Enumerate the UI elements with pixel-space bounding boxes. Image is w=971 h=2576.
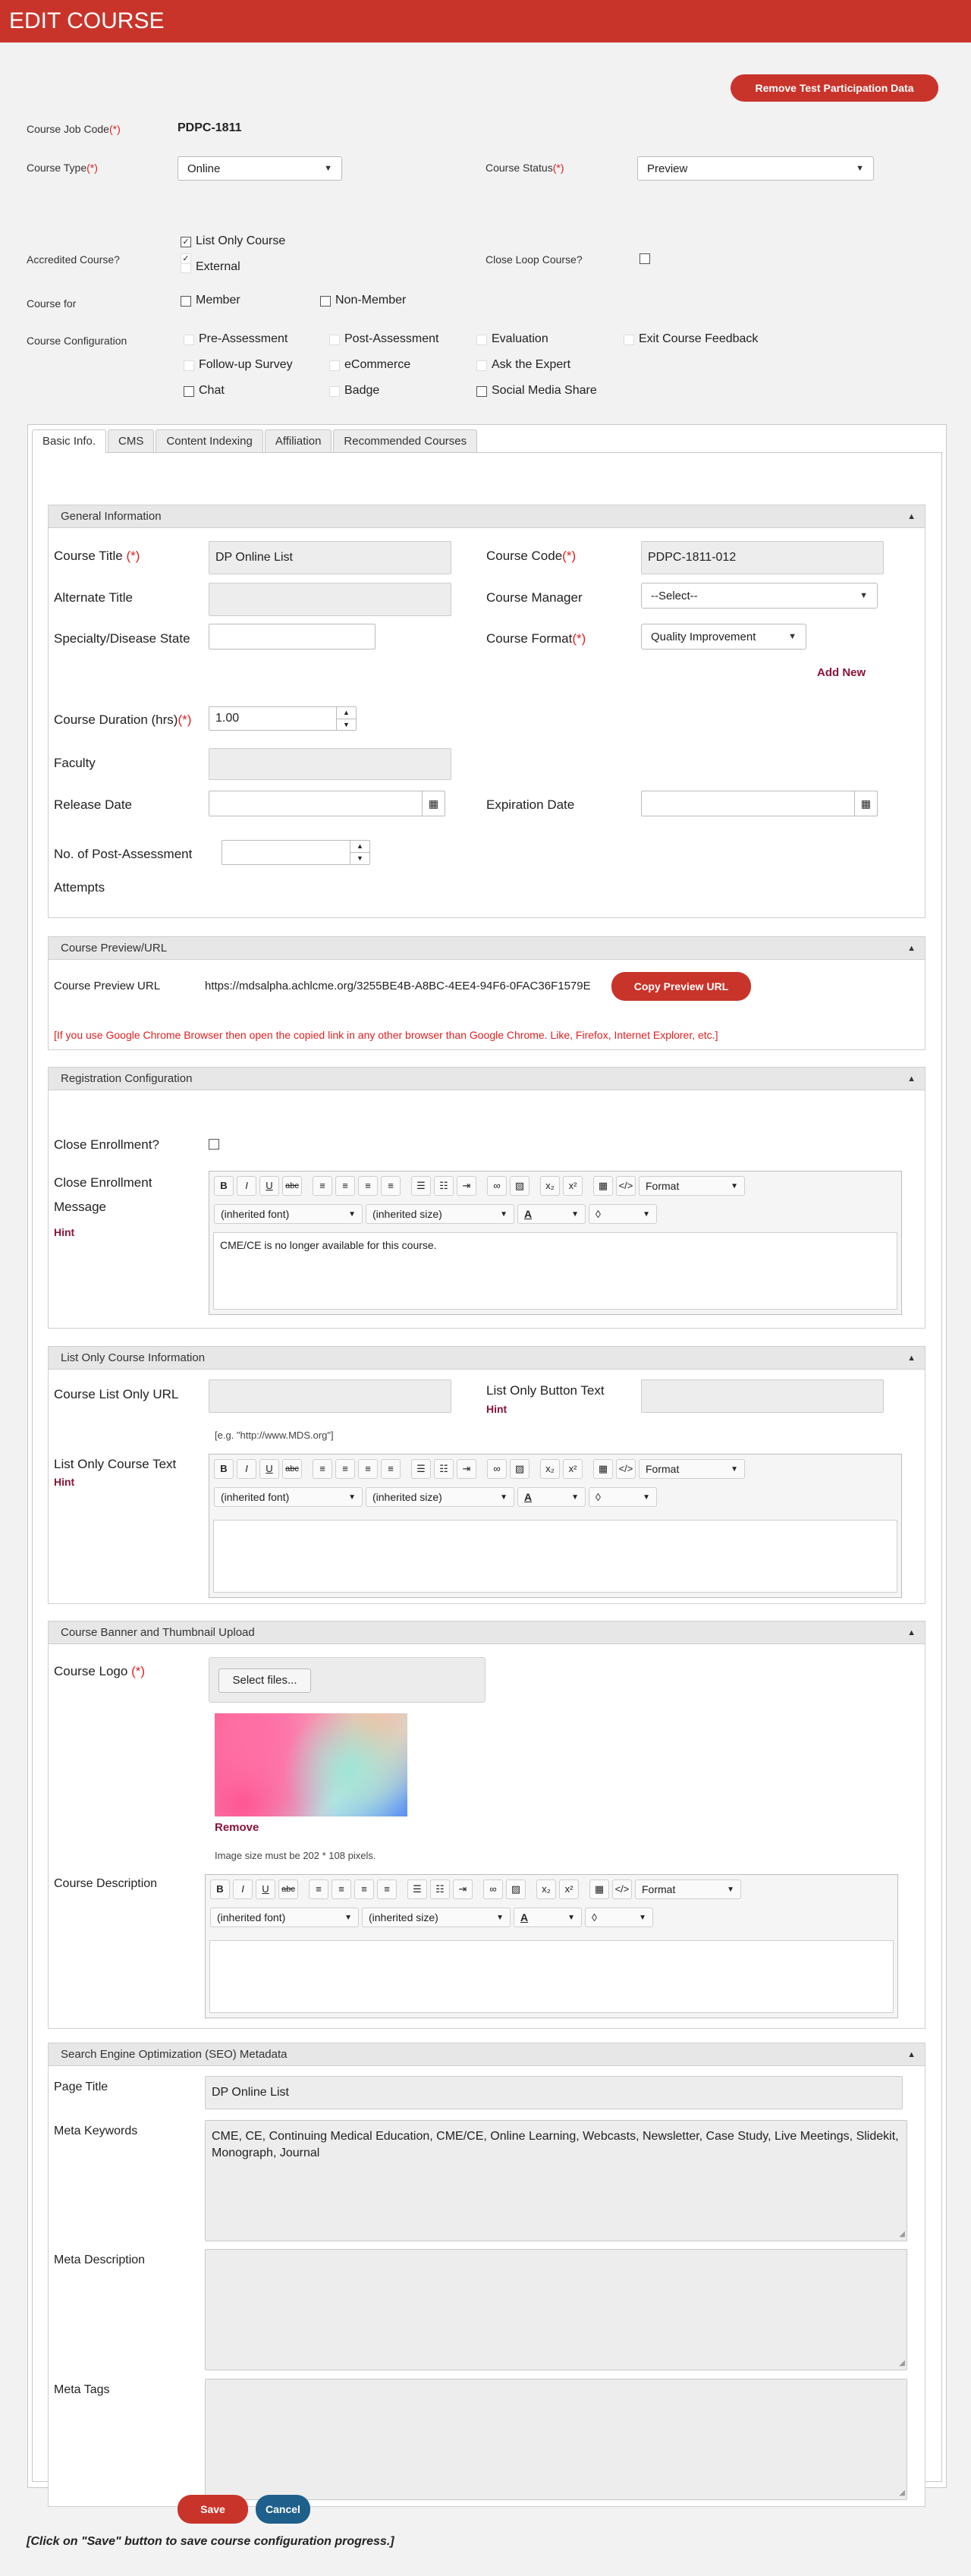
underline-button[interactable]: U: [259, 1176, 279, 1196]
member-checkbox[interactable]: [181, 296, 191, 307]
ask-expert-label: Ask the Expert: [492, 358, 571, 371]
background-color-picker[interactable]: [589, 1204, 657, 1224]
indent-icon[interactable]: ⇥: [457, 1459, 476, 1479]
tab-basic-info[interactable]: Basic Info.: [32, 429, 106, 453]
font-dropdown-label: (inherited font): [221, 1208, 290, 1220]
list-only-button-hint[interactable]: Hint: [486, 1403, 507, 1415]
indent-icon[interactable]: ⇥: [457, 1176, 476, 1196]
align-justify-icon[interactable]: ≡: [377, 1879, 397, 1899]
paint-bucket-icon: ◊: [592, 1911, 597, 1923]
paint-bucket-icon: ◊: [595, 1491, 601, 1503]
subscript-button[interactable]: x₂: [540, 1176, 560, 1196]
text-color-icon: A: [520, 1911, 529, 1923]
course-preview-header[interactable]: Course Preview/URL ▲: [49, 937, 925, 960]
chevron-down-icon: ▼: [788, 632, 797, 641]
preview-url-value: https://mdsalpha.achlcme.org/3255BE4B-A8BC-4EE4-94F6-0FAC36F1579E: [205, 980, 591, 992]
tab-recommended-courses[interactable]: Recommended Courses: [333, 429, 477, 452]
list-only-course-text-label: List Only Course Text: [54, 1457, 177, 1471]
list-only-checkbox[interactable]: ✓: [181, 237, 191, 247]
course-manager-select[interactable]: [641, 583, 878, 609]
meta-tags-label: Meta Tags: [54, 2383, 110, 2396]
align-center-icon[interactable]: ≡: [332, 1879, 351, 1899]
underline-button[interactable]: U: [259, 1459, 279, 1479]
align-right-icon[interactable]: ≡: [358, 1459, 378, 1479]
format-dropdown[interactable]: [635, 1879, 741, 1899]
editor-toolbar-row-1: [214, 1176, 745, 1196]
course-type-value: Online: [187, 162, 221, 175]
text-color-picker[interactable]: [517, 1204, 586, 1224]
alternate-title-input[interactable]: [209, 583, 451, 616]
chevron-down-icon: ▼: [324, 164, 332, 173]
badge-checkbox[interactable]: [329, 386, 340, 397]
remove-logo-link[interactable]: Remove: [215, 1821, 259, 1834]
faculty-label: Faculty: [54, 756, 96, 770]
editor-toolbar-row-2: [214, 1204, 657, 1224]
course-config-label: Course Configuration: [27, 335, 127, 347]
alternate-title-label: Alternate Title: [54, 590, 133, 605]
image-size-note: Image size must be 202 * 108 pixels.: [215, 1850, 376, 1861]
chevron-down-icon: ▼: [571, 1209, 579, 1219]
up-arrow-icon[interactable]: ▲: [357, 842, 363, 850]
table-icon[interactable]: ▦: [593, 1459, 613, 1479]
copy-preview-url-button[interactable]: Copy Preview URL: [611, 972, 751, 1001]
accredited-checkbox[interactable]: ✓: [181, 253, 191, 264]
follow-up-label: Follow-up Survey: [199, 358, 293, 371]
course-manager-value: --Select--: [651, 589, 698, 602]
link-icon[interactable]: ∞: [487, 1176, 507, 1196]
format-dropdown-label: Format: [642, 1883, 676, 1895]
list-only-text-content[interactable]: [213, 1520, 897, 1593]
link-icon[interactable]: ∞: [487, 1459, 507, 1479]
collapse-icon[interactable]: ▲: [907, 944, 916, 953]
list-only-course-text-hint[interactable]: Hint: [54, 1476, 75, 1488]
font-dropdown[interactable]: [214, 1204, 363, 1224]
italic-button[interactable]: I: [237, 1459, 256, 1479]
tab-content-indexing[interactable]: Content Indexing: [156, 429, 262, 452]
align-right-icon[interactable]: ≡: [358, 1176, 378, 1196]
list-only-text-editor: [209, 1454, 902, 1598]
chat-checkbox[interactable]: [184, 386, 194, 397]
close-loop-checkbox[interactable]: [639, 253, 650, 264]
exit-feedback-checkbox[interactable]: [624, 335, 634, 345]
course-title-input[interactable]: [209, 541, 451, 574]
numbered-list-icon[interactable]: ☷: [430, 1879, 450, 1899]
chevron-down-icon: ▼: [643, 1492, 650, 1502]
format-dropdown-label: Format: [646, 1463, 680, 1475]
list-only-button-text-input[interactable]: [641, 1379, 884, 1413]
paint-bucket-icon: ◊: [595, 1208, 601, 1220]
course-description-label: Course Description: [54, 1877, 158, 1890]
social-share-label: Social Media Share: [492, 384, 597, 397]
meta-tags-textarea[interactable]: [205, 2379, 907, 2500]
ecommerce-checkbox[interactable]: [329, 360, 340, 371]
evaluation-label: Evaluation: [492, 332, 548, 345]
superscript-button[interactable]: x²: [559, 1879, 579, 1899]
chevron-down-icon: ▼: [727, 1885, 734, 1894]
editor-toolbar-row-1: [210, 1879, 741, 1899]
pre-assessment-checkbox[interactable]: [184, 335, 194, 345]
image-icon[interactable]: ▨: [510, 1176, 529, 1196]
external-label: External: [196, 260, 240, 273]
course-format-label: Course Format(*): [486, 631, 586, 646]
list-only-label: List Only Course: [196, 234, 286, 247]
chevron-down-icon: ▼: [348, 1209, 356, 1219]
edit-course-page: [0, 42, 971, 2576]
close-message-editor: [209, 1171, 902, 1315]
collapse-icon[interactable]: ▲: [907, 1354, 916, 1363]
list-only-button-text-label: List Only Button Text: [486, 1383, 605, 1398]
subscript-button[interactable]: x₂: [540, 1459, 560, 1479]
down-arrow-icon[interactable]: ▼: [337, 719, 356, 731]
course-format-select[interactable]: [641, 624, 806, 650]
collapse-icon[interactable]: ▲: [907, 512, 916, 521]
chevron-down-icon: ▼: [731, 1464, 738, 1474]
view-html-button[interactable]: </>: [612, 1879, 632, 1899]
resize-grip-icon[interactable]: ◢: [899, 2229, 905, 2238]
link-icon[interactable]: ∞: [483, 1879, 503, 1899]
page-title-value: DP Online List: [212, 2086, 289, 2099]
close-loop-label: Close Loop Course?: [486, 253, 583, 266]
size-dropdown[interactable]: [366, 1487, 514, 1507]
course-title-label: Course Title (*): [54, 549, 140, 563]
course-status-label: Course Status(*): [486, 162, 564, 174]
course-logo-preview: [215, 1713, 407, 1816]
course-tabs: [32, 429, 477, 452]
align-justify-icon[interactable]: ≡: [381, 1176, 401, 1196]
italic-button[interactable]: I: [237, 1176, 256, 1196]
social-share-checkbox[interactable]: [476, 386, 487, 397]
save-instruction-note: [Click on "Save" button to save course configuration progress.]: [27, 2535, 394, 2548]
non-member-label: Non-Member: [335, 294, 407, 307]
close-message-content[interactable]: [213, 1232, 897, 1310]
course-status-select[interactable]: [637, 156, 874, 181]
course-manager-label: Course Manager: [486, 590, 583, 605]
evaluation-checkbox[interactable]: [476, 335, 487, 345]
tab-affiliation[interactable]: Affiliation: [265, 429, 332, 452]
format-dropdown-label: Format: [646, 1180, 680, 1192]
text-color-icon: A: [524, 1491, 533, 1503]
table-icon[interactable]: ▦: [589, 1879, 609, 1899]
close-enrollment-label: Close Enrollment?: [54, 1137, 159, 1152]
duration-value: 1.00: [215, 712, 240, 725]
banner-upload-header[interactable]: Course Banner and Thumbnail Upload ▲: [49, 1621, 925, 1644]
font-dropdown-label: (inherited font): [217, 1911, 286, 1923]
chevron-down-icon: ▼: [496, 1913, 504, 1922]
member-label: Member: [196, 294, 240, 307]
chevron-down-icon: ▼: [567, 1913, 575, 1922]
add-new-link[interactable]: Add New: [817, 666, 866, 679]
duration-label: Course Duration (hrs)(*): [54, 712, 192, 727]
job-code-label: Course Job Code(*): [27, 123, 121, 135]
text-color-picker[interactable]: [514, 1908, 582, 1927]
calendar-icon[interactable]: ▦: [854, 791, 877, 816]
bullet-list-icon[interactable]: ☰: [411, 1459, 431, 1479]
course-code-value: PDPC-1811-012: [648, 551, 737, 564]
course-type-select[interactable]: [178, 156, 342, 181]
ask-expert-checkbox[interactable]: [476, 360, 487, 371]
align-left-icon[interactable]: ≡: [309, 1879, 328, 1899]
align-center-icon[interactable]: ≡: [335, 1176, 355, 1196]
editor-toolbar-row-1: [214, 1459, 745, 1479]
text-color-icon: A: [524, 1208, 533, 1220]
pre-assessment-label: Pre-Assessment: [199, 332, 288, 345]
bullet-list-icon[interactable]: ☰: [407, 1879, 427, 1899]
expiration-date-input[interactable]: [641, 791, 878, 816]
course-description-content[interactable]: [209, 1940, 894, 2013]
select-files-button[interactable]: Select files...: [218, 1669, 311, 1693]
down-arrow-icon[interactable]: ▼: [350, 852, 369, 864]
chat-label: Chat: [199, 384, 225, 397]
list-only-url-input[interactable]: [209, 1379, 451, 1413]
align-left-icon[interactable]: ≡: [313, 1459, 332, 1479]
preview-url-label: Course Preview URL: [54, 980, 161, 992]
follow-up-checkbox[interactable]: [184, 360, 194, 371]
collapse-icon[interactable]: ▲: [907, 1628, 916, 1637]
meta-description-textarea[interactable]: [205, 2249, 907, 2370]
attempts-label: Attempts: [54, 880, 105, 895]
post-assessment-attempts-label: No. of Post-Assessment: [54, 847, 193, 861]
course-for-label: Course for: [27, 297, 77, 310]
meta-keywords-label: Meta Keywords: [54, 2125, 138, 2137]
superscript-button[interactable]: x²: [563, 1176, 583, 1196]
release-date-label: Release Date: [54, 797, 133, 812]
indent-icon[interactable]: ⇥: [453, 1879, 473, 1899]
meta-keywords-textarea[interactable]: [205, 2120, 907, 2241]
text-color-picker[interactable]: [517, 1487, 586, 1507]
chevron-down-icon: ▼: [859, 591, 868, 600]
bold-button[interactable]: B: [214, 1176, 234, 1196]
format-dropdown[interactable]: [639, 1459, 745, 1479]
resize-grip-icon[interactable]: ◢: [899, 2358, 905, 2367]
close-enrollment-checkbox[interactable]: [209, 1139, 219, 1150]
file-upload-dropzone[interactable]: [209, 1657, 486, 1703]
registration-config-header[interactable]: Registration Configuration ▲: [49, 1068, 925, 1090]
release-date-input[interactable]: [209, 791, 445, 816]
course-format-value: Quality Improvement: [651, 630, 756, 643]
course-title-value: DP Online List: [215, 551, 293, 564]
italic-button[interactable]: I: [233, 1879, 253, 1899]
list-only-header[interactable]: List Only Course Information ▲: [49, 1347, 925, 1370]
course-logo-label: Course Logo (*): [54, 1664, 146, 1678]
duration-spinner[interactable]: [336, 707, 356, 730]
size-dropdown-label: (inherited size): [372, 1491, 442, 1503]
bullet-list-icon[interactable]: ☰: [411, 1176, 431, 1196]
general-information-header[interactable]: General Information ▲: [49, 505, 925, 528]
chevron-down-icon: ▼: [571, 1492, 579, 1502]
meta-keywords-value: CME, CE, Continuing Medical Education, CME/CE, Online Learning, Webcasts, Newsletter, Case Study, Live Meetings, Slidekit, Monograph, Journal: [212, 2130, 899, 2159]
subscript-button[interactable]: x₂: [536, 1879, 556, 1899]
strikethrough-button[interactable]: abc: [282, 1459, 302, 1479]
job-code-value: PDPC-1811: [178, 121, 242, 134]
underline-button[interactable]: U: [256, 1879, 275, 1899]
cancel-button[interactable]: Cancel: [256, 2495, 310, 2524]
close-msg-label-1: Close Enrollment: [54, 1175, 152, 1190]
chevron-down-icon: ▼: [348, 1492, 356, 1502]
course-code-input[interactable]: [641, 541, 884, 574]
chevron-down-icon: ▼: [344, 1913, 352, 1922]
up-arrow-icon[interactable]: ▲: [343, 709, 350, 716]
badge-label: Badge: [344, 384, 380, 397]
background-color-picker[interactable]: [585, 1908, 653, 1927]
superscript-button[interactable]: x²: [563, 1459, 583, 1479]
view-html-button[interactable]: </>: [616, 1459, 636, 1479]
chevron-down-icon: ▼: [643, 1209, 650, 1219]
course-status-value: Preview: [647, 162, 688, 175]
ecommerce-label: eCommerce: [344, 358, 411, 371]
post-assessment-attempts-input[interactable]: [222, 840, 370, 865]
strikethrough-button[interactable]: abc: [282, 1176, 302, 1196]
page-title-label: Page Title: [54, 2081, 108, 2093]
numbered-list-icon[interactable]: ☷: [434, 1459, 454, 1479]
chevron-down-icon: ▼: [500, 1492, 507, 1502]
meta-description-label: Meta Description: [54, 2254, 146, 2266]
page-title: EDIT COURSE: [9, 8, 165, 33]
course-code-label: Course Code(*): [486, 549, 577, 563]
post-assessment-checkbox[interactable]: [329, 335, 340, 345]
chrome-warning-note: [If you use Google Chrome Browser then open the copied link in any other browser than Google Chrome. Like, Firefox, Internet Explorer, etc.]: [54, 1029, 718, 1041]
bold-button[interactable]: B: [214, 1459, 234, 1479]
accredited-label: Accredited Course?: [27, 253, 120, 266]
seo-metadata-header[interactable]: Search Engine Optimization (SEO) Metadata ▲: [49, 2043, 925, 2066]
align-left-icon[interactable]: ≡: [313, 1176, 332, 1196]
course-description-editor: [205, 1874, 898, 2018]
list-only-url-label: Course List Only URL: [54, 1387, 179, 1401]
table-icon[interactable]: ▦: [593, 1176, 613, 1196]
editor-toolbar-row-2: [210, 1908, 653, 1927]
post-assessment-label: Post-Assessment: [344, 332, 439, 345]
close-msg-label-2: Message: [54, 1200, 106, 1214]
align-justify-icon[interactable]: ≡: [381, 1459, 401, 1479]
numbered-list-icon[interactable]: ☷: [434, 1176, 454, 1196]
chevron-down-icon: ▼: [639, 1913, 646, 1922]
collapse-icon[interactable]: ▲: [907, 1074, 916, 1084]
list-only-url-example: [e.g. "http://www.MDS.org"]: [215, 1430, 334, 1441]
chevron-down-icon: ▼: [731, 1181, 738, 1190]
chevron-down-icon: ▼: [500, 1209, 507, 1219]
close-msg-hint[interactable]: Hint: [54, 1226, 75, 1238]
chevron-down-icon: ▼: [856, 164, 864, 173]
page-header: [0, 0, 971, 42]
faculty-input[interactable]: [209, 748, 451, 780]
resize-grip-icon[interactable]: ◢: [899, 2488, 905, 2497]
view-html-button[interactable]: </>: [616, 1176, 636, 1196]
image-icon[interactable]: ▨: [510, 1459, 529, 1479]
attempts-spinner[interactable]: [350, 841, 369, 864]
background-color-picker[interactable]: [589, 1487, 657, 1507]
specialty-input[interactable]: [209, 624, 376, 650]
close-message-text: CME/CE is no longer available for this course.: [220, 1239, 437, 1251]
external-checkbox[interactable]: [181, 263, 191, 273]
align-center-icon[interactable]: ≡: [335, 1459, 355, 1479]
font-dropdown[interactable]: [214, 1487, 363, 1507]
collapse-icon[interactable]: ▲: [907, 2050, 916, 2059]
align-right-icon[interactable]: ≡: [354, 1879, 374, 1899]
duration-input[interactable]: [209, 706, 357, 731]
size-dropdown[interactable]: [366, 1204, 514, 1224]
save-button[interactable]: Save: [178, 2495, 248, 2524]
expiration-date-label: Expiration Date: [486, 797, 575, 812]
font-dropdown-label: (inherited font): [221, 1491, 290, 1503]
tab-cms[interactable]: CMS: [108, 429, 154, 452]
editor-toolbar-row-2: [214, 1487, 657, 1507]
non-member-checkbox[interactable]: [320, 296, 331, 307]
font-dropdown[interactable]: [210, 1908, 359, 1927]
bold-button[interactable]: B: [210, 1879, 230, 1899]
format-dropdown[interactable]: [639, 1176, 745, 1196]
size-dropdown[interactable]: [362, 1908, 511, 1927]
specialty-label: Specialty/Disease State: [54, 631, 190, 646]
course-type-label: Course Type(*): [27, 162, 98, 174]
image-icon[interactable]: ▨: [506, 1879, 526, 1899]
strikethrough-button[interactable]: abc: [278, 1879, 298, 1899]
exit-feedback-label: Exit Course Feedback: [639, 332, 759, 345]
size-dropdown-label: (inherited size): [369, 1911, 438, 1923]
remove-test-participation-button[interactable]: Remove Test Participation Data: [731, 74, 938, 102]
size-dropdown-label: (inherited size): [372, 1208, 442, 1220]
page-title-input[interactable]: [205, 2076, 903, 2109]
calendar-icon[interactable]: ▦: [422, 791, 445, 816]
